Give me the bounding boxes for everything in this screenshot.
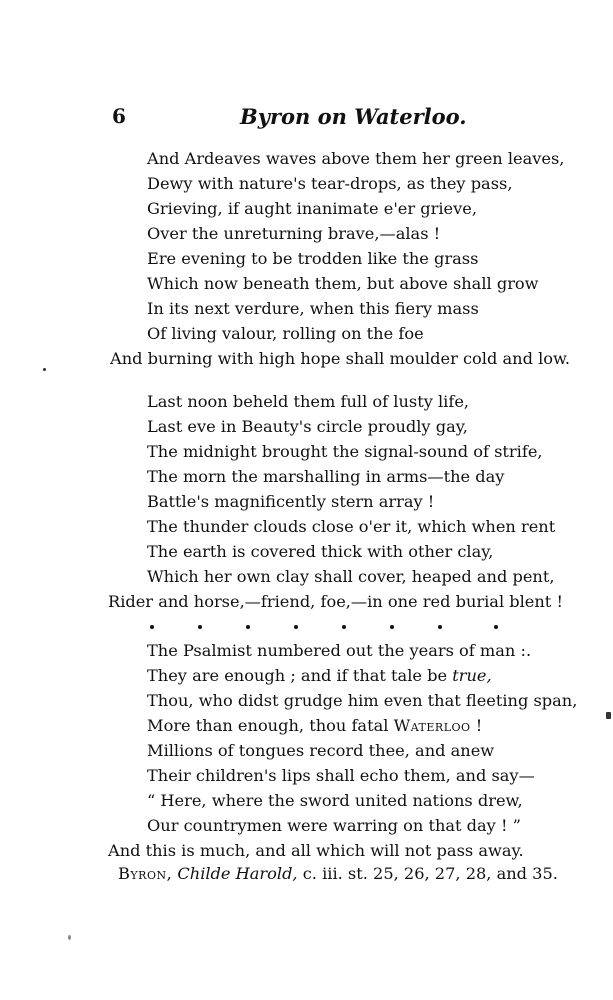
scan-speck (68, 935, 71, 940)
verse-line (147, 665, 492, 687)
verse-line: Battle's magnificently stern array ! (147, 492, 435, 511)
verse-line: Thou, who didst grudge him even that fleeting span, (147, 691, 578, 710)
scan-speck (43, 368, 46, 371)
citation-work: Childe Harold, (177, 864, 298, 883)
verse-line: Dewy with nature's tear-drops, as they pass, (147, 174, 513, 193)
verse-line: Of living valour, rolling on the foe (147, 324, 424, 343)
verse-line: Our countrymen were warring on that day ! ” (147, 816, 521, 835)
verse-line: The Psalmist numbered out the years of man :. (147, 641, 532, 660)
dot (294, 625, 298, 629)
dot (246, 625, 250, 629)
page-number: 6 (112, 104, 126, 128)
italic-word: true, (452, 666, 492, 685)
small-caps-word: Waterloo (393, 716, 471, 735)
verse-line: Last noon beheld them full of lusty life, (147, 392, 470, 411)
verse-line: Their children's lips shall echo them, and say— (147, 766, 535, 785)
dot (390, 625, 394, 629)
scan-speck (606, 712, 611, 719)
verse-line: Millions of tongues record thee, and anew (147, 741, 495, 760)
verse-line: In its next verdure, when this fiery mass (147, 299, 479, 318)
citation (118, 863, 558, 885)
dot (150, 625, 154, 629)
verse-line: Ere evening to be trodden like the grass (147, 249, 479, 268)
verse-line: The thunder clouds close o'er it, which when rent (147, 517, 556, 536)
verse-line: Which now beneath them, but above shall grow (147, 274, 539, 293)
dot (342, 625, 346, 629)
dot (438, 625, 442, 629)
verse-line: “ Here, where the sword united nations drew, (147, 791, 523, 810)
verse-text: They are enough ; and if that tale be (147, 666, 453, 685)
dot (494, 625, 498, 629)
verse-line: The earth is covered thick with other clay, (147, 542, 494, 561)
verse-line: The morn the marshalling in arms—the day (147, 467, 505, 486)
verse-text: More than enough, thou fatal (147, 716, 394, 735)
verse-line: Which her own clay shall cover, heaped and pent, (147, 567, 555, 586)
verse-line: The midnight brought the signal-sound of strife, (147, 442, 543, 461)
verse-line-alexandrine: And this is much, and all which will not pass away. (108, 841, 524, 860)
verse-line (147, 715, 482, 737)
dot (198, 625, 202, 629)
verse-line: And Ardeaves waves above them her green leaves, (147, 149, 565, 168)
ellipsis-dots (150, 625, 500, 635)
verse-line: Over the unreturning brave,—alas ! (147, 224, 441, 243)
verse-text: ! (470, 716, 483, 735)
running-title: Byron on Waterloo. (240, 104, 467, 129)
citation-reference: c. iii. st. 25, 26, 27, 28, and 35. (297, 864, 558, 883)
page-header (112, 104, 467, 134)
verse-line: Last eve in Beauty's circle proudly gay, (147, 417, 468, 436)
verse-line: Grieving, if aught inanimate e'er grieve, (147, 199, 477, 218)
verse-line-alexandrine: And burning with high hope shall moulder cold and low. (110, 349, 571, 368)
verse-line-alexandrine: Rider and horse,—friend, foe,—in one red burial blent ! (108, 592, 563, 611)
citation-author: Byron, (118, 864, 173, 883)
